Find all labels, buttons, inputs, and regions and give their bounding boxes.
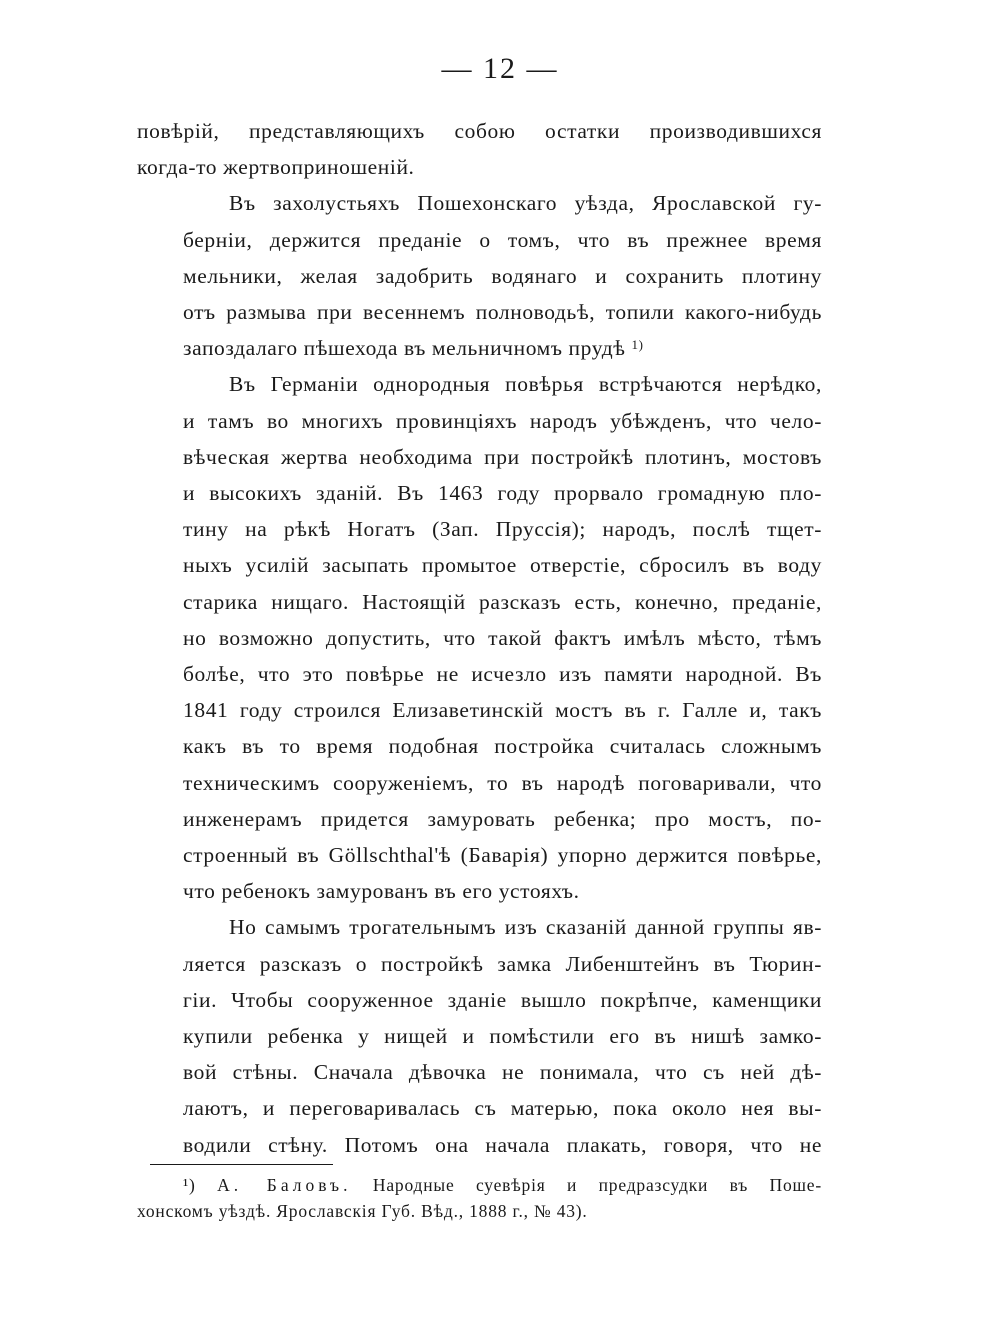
text-line: вѣческая жертва необходима при постройкѣ плотинъ, мостовъ <box>183 444 822 469</box>
text-line: 1841 году строился Елизаветинскій мостъ въ г. Галле и, такъ <box>183 698 822 723</box>
paragraph-1 <box>137 113 822 185</box>
text-line: лаютъ, и переговаривалась съ матерью, пока около нея вы- <box>183 1096 822 1121</box>
text-line: тину на рѣкѣ Ногатъ (Зап. Пруссія); народъ, послѣ тщет- <box>183 517 822 542</box>
text-line: болѣе, что это повѣрье не исчезло изъ памяти народной. Въ <box>183 662 822 687</box>
text-line: гіи. Чтобы сооруженное зданіе вышло покрѣпче, каменщики <box>183 987 822 1012</box>
text-line: что ребенокъ замурованъ въ его устояхъ. <box>183 879 580 904</box>
text-line: какъ въ то время подобная постройка считалась сложнымъ <box>183 734 822 759</box>
text-line: Въ захолустьяхъ Пошехонскаго уѣзда, Ярославской гу- <box>229 191 822 216</box>
text-line: инженерамъ придется замуровать ребенка; про мостъ, по- <box>183 806 822 831</box>
footnote-line <box>137 1172 822 1198</box>
text-line: и высокихъ зданій. Въ 1463 году прорвало громадную пло- <box>183 481 822 506</box>
text-line: купили ребенка у нищей и помѣстили его въ нишѣ замко- <box>183 1024 822 1049</box>
footnote-author: А. Баловъ. <box>217 1175 352 1195</box>
text-line: но возможно допустить, что такой фактъ имѣлъ мѣсто, тѣмъ <box>183 625 822 650</box>
text-line: запоздалаго пѣшехода въ мельничномъ прудѣ <box>183 336 626 361</box>
text-line: ныхъ усилій засыпать промытое отверстіе, сбросилъ въ воду <box>183 553 822 578</box>
text-line: вой стѣны. Сначала дѣвочка не понимала, что съ ней дѣ- <box>183 1060 822 1085</box>
text-line: берніи, держится преданіе о томъ, что въ прежнее время <box>183 227 822 252</box>
footnote-reference: 1) <box>631 337 644 353</box>
text-line: ляется разсказъ о постройкѣ замка Либенштейнъ въ Тюрин- <box>183 951 822 976</box>
text-line: мельники, желая задобрить водянаго и сохранить плотину <box>183 263 822 288</box>
footnote-line: хонскомъ уѣздѣ. Ярославскія Губ. Вѣд., 1888 г., № 43). <box>137 1201 588 1221</box>
text-line: водили стѣну. Потомъ она начала плакать, говоря, что не <box>183 1132 822 1157</box>
text-line: отъ размыва при весеннемъ полноводьѣ, топили какого-нибудь <box>183 300 822 325</box>
footnote <box>137 1172 822 1224</box>
paragraph-4 <box>137 909 822 1162</box>
text-line: старика нищаго. Настоящій разсказъ есть, конечно, преданіе, <box>183 589 822 614</box>
footnote-divider <box>150 1164 333 1165</box>
text-line: и тамъ во многихъ провинціяхъ народъ убѣжденъ, что чело- <box>183 408 822 433</box>
text-line: Но самымъ трогательнымъ изъ сказаній данной группы яв- <box>229 915 822 940</box>
footnote-title: Народные суевѣрія и предразсудки въ Поше- <box>372 1175 822 1195</box>
text-line: Въ Германіи однородныя повѣрья встрѣчаются нерѣдко, <box>229 372 822 397</box>
text-line: строенный въ Göllschthal'ѣ (Баварія) упорно держится повѣрье, <box>183 843 822 868</box>
main-text <box>137 113 822 1163</box>
paragraph-3 <box>137 366 822 909</box>
text-line-with-footnote <box>137 330 822 366</box>
text-line: техническимъ сооруженіемъ, то въ народѣ поговаривали, что <box>183 770 822 795</box>
text-line: повѣрій, представляющихъ собою остатки производившихся <box>137 119 822 143</box>
footnote-mark: ¹) <box>183 1175 196 1195</box>
text-line: когда-то жертвоприношеній. <box>137 155 415 180</box>
page-number: — 12 — <box>441 52 559 85</box>
paragraph-2 <box>137 185 822 366</box>
